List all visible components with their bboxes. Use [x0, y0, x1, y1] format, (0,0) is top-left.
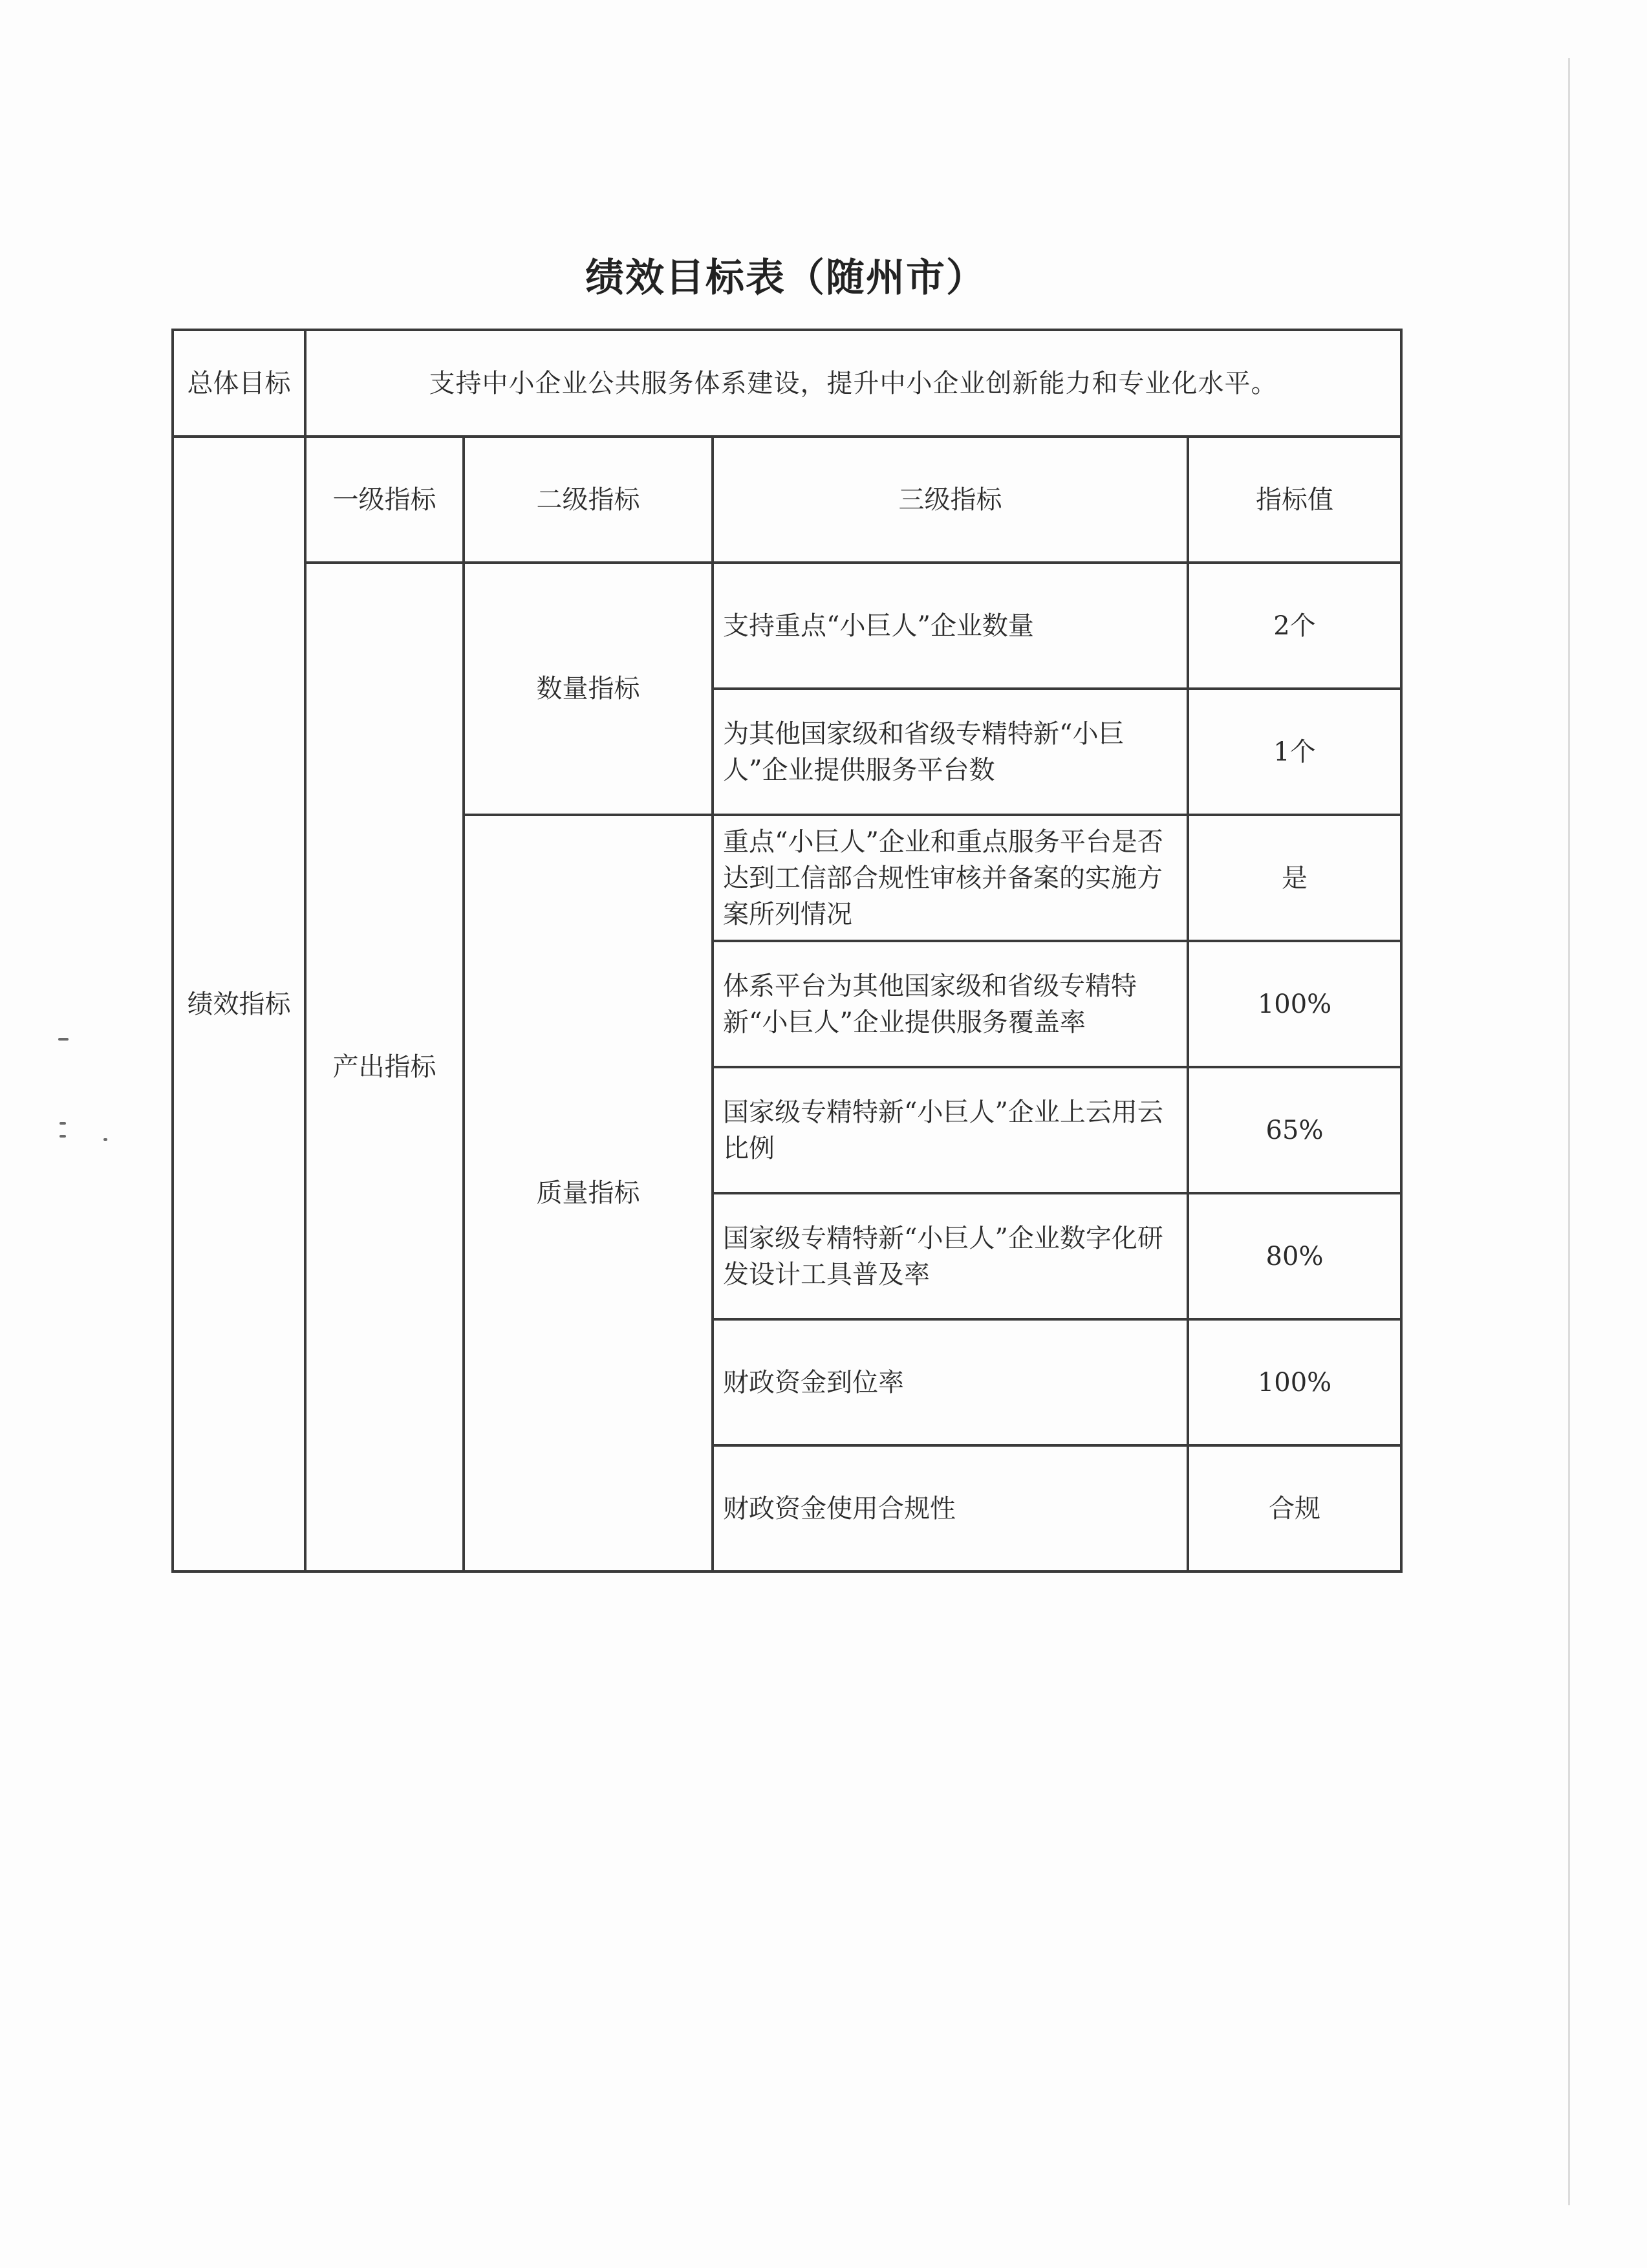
scan-speck — [59, 1135, 66, 1138]
indicator-value: 合规 — [1188, 1445, 1401, 1571]
indicator-value: 1个 — [1188, 689, 1401, 815]
scan-speck — [103, 1138, 107, 1141]
indicator-value: 是 — [1188, 815, 1401, 941]
level2-quality-indicator: 质量指标 — [464, 815, 713, 1571]
indicator-value: 2个 — [1188, 563, 1401, 689]
performance-target-table — [171, 329, 1403, 1573]
header-row — [173, 437, 1401, 563]
header-value: 指标值 — [1188, 437, 1401, 563]
performance-indicators-label: 绩效指标 — [173, 437, 305, 1571]
indicator-value: 65% — [1188, 1067, 1401, 1193]
table-row — [173, 563, 1401, 689]
level3-indicator: 为其他国家级和省级专精特新“小巨人”企业提供服务平台数 — [713, 689, 1188, 815]
level3-indicator: 财政资金使用合规性 — [713, 1445, 1188, 1571]
indicator-value: 80% — [1188, 1193, 1401, 1319]
overall-goal-text: 支持中小企业公共服务体系建设，提升中小企业创新能力和专业化水平。 — [305, 330, 1401, 437]
level3-indicator: 财政资金到位率 — [713, 1319, 1188, 1445]
header-level3: 三级指标 — [713, 437, 1188, 563]
level3-indicator: 支持重点“小巨人”企业数量 — [713, 563, 1188, 689]
indicator-value: 100% — [1188, 1319, 1401, 1445]
header-level2: 二级指标 — [464, 437, 713, 563]
level3-indicator: 体系平台为其他国家级和省级专精特新“小巨人”企业提供服务覆盖率 — [713, 941, 1188, 1067]
level3-indicator: 国家级专精特新“小巨人”企业上云用云比例 — [713, 1067, 1188, 1193]
level1-output-indicator: 产出指标 — [305, 563, 464, 1571]
scan-speck — [58, 1038, 69, 1041]
level3-indicator: 国家级专精特新“小巨人”企业数字化研发设计工具普及率 — [713, 1193, 1188, 1319]
scan-speck — [59, 1122, 66, 1125]
indicator-value: 100% — [1188, 941, 1401, 1067]
level2-quantity-indicator: 数量指标 — [464, 563, 713, 815]
header-level1: 一级指标 — [305, 437, 464, 563]
scan-edge-shadow — [1568, 58, 1570, 2205]
level3-indicator: 重点“小巨人”企业和重点服务平台是否达到工信部合规性审核并备案的实施方案所列情况 — [713, 815, 1188, 941]
overall-goal-row — [173, 330, 1401, 437]
overall-goal-label: 总体目标 — [173, 330, 305, 437]
document-title: 绩效目标表（随州市） — [585, 255, 986, 301]
